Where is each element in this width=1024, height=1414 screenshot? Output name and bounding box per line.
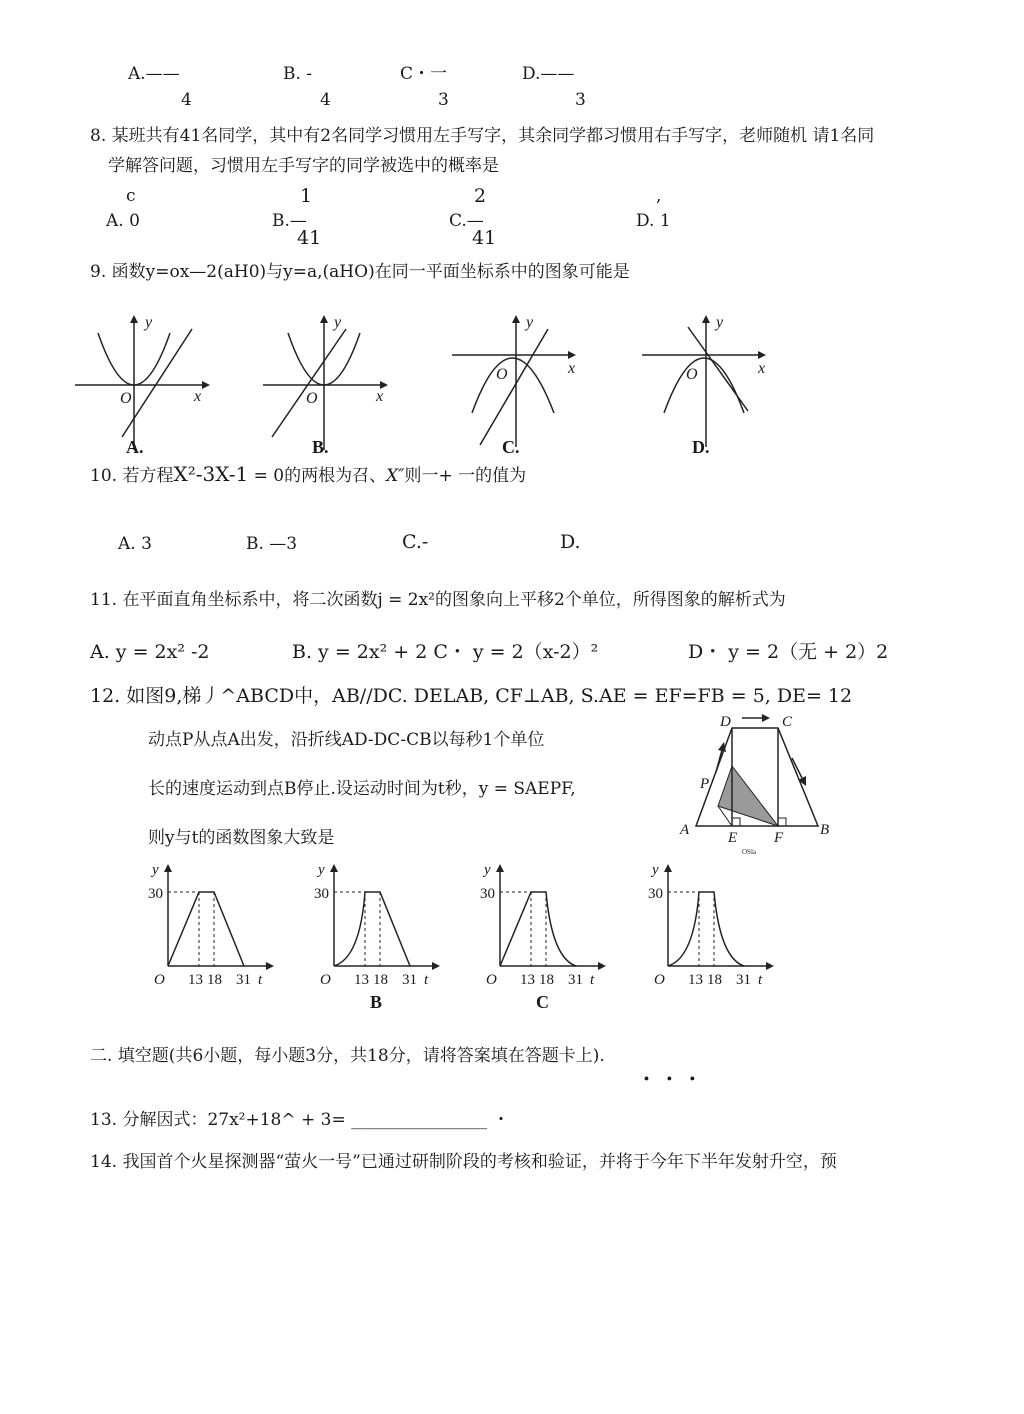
- q8-option-b: B.—: [272, 211, 307, 231]
- q9-graph-d: [640, 315, 790, 455]
- q7-option-c-denominator: 3: [438, 90, 449, 110]
- q12-graph-b: [314, 862, 444, 1012]
- q10-stem-b: X²-3X-1: [173, 462, 249, 486]
- q12-graph-a-18: 18: [207, 972, 222, 988]
- q12-graph-d: [648, 862, 778, 1012]
- q12-graph-d-30: 30: [648, 886, 663, 902]
- fig-label-a: A: [680, 822, 690, 838]
- q9-graph-d-label: D.: [692, 437, 710, 457]
- q12-graph-d-origin: O: [654, 972, 665, 988]
- q7-option-a: A.——: [128, 64, 180, 84]
- fig-label-f: F: [774, 830, 784, 846]
- q8-option-a: A. 0: [106, 211, 140, 231]
- q12-graph-a-origin: O: [154, 972, 165, 988]
- q12-graph-c-13: 13: [520, 972, 535, 988]
- fig-label-p: P: [700, 776, 710, 792]
- q9-graph-a-origin: O: [120, 390, 132, 407]
- q9-graph-a-label: A.: [126, 437, 144, 457]
- q12-graph-a-31: 31: [236, 972, 251, 988]
- q8-option-a-top: c: [126, 186, 136, 206]
- q12-graph-c-label: C: [536, 992, 549, 1012]
- q10-stem-a: 10. 若方程: [90, 466, 174, 486]
- q12-stem-line2: 动点P从点A出发，沿折线AD-DC-CB以每秒1个单位: [148, 730, 545, 750]
- q7-option-c: C・一: [400, 64, 448, 84]
- q7-option-b: B. -: [283, 64, 313, 84]
- q12-graph-c-30: 30: [480, 886, 495, 902]
- q8-stem-line1: 8. 某班共有41名同学，其中有2名同学习惯用左手写字，其余同学都习惯用右手写字，老师随机 请1名同: [90, 126, 875, 146]
- q12-trapezoid-figure: [676, 708, 846, 858]
- q12-graph-d-13: 13: [688, 972, 703, 988]
- q9-stem: 9. 函数y=ox—2(aH0)与y=a,(aHO)在同一平面坐标系中的图象可能是: [90, 262, 630, 282]
- q12-graph-d-31: 31: [736, 972, 751, 988]
- q9-graph-b: [258, 315, 398, 455]
- q10-stem-e: 则一+ 一的值为: [404, 466, 527, 486]
- q12-graph-b-30: 30: [314, 886, 329, 902]
- q9-graph-b-label: B.: [312, 437, 329, 457]
- q12-stem-line3: 长的速度运动到点B停止.设运动时间为t秒，y = SAEPF,: [148, 779, 576, 799]
- q12-graph-a: [148, 862, 278, 1012]
- q12-graph-b-18: 18: [373, 972, 388, 988]
- q10-option-d: D.: [560, 531, 581, 553]
- q9-graph-d-origin: O: [686, 366, 698, 383]
- q11-option-b-c: B. y = 2x² + 2 C・ y = 2（x-2）²: [292, 641, 599, 663]
- q10-option-c: C.-: [402, 531, 429, 553]
- q10-stem: [90, 464, 526, 486]
- q7-option-a-denominator: 4: [181, 90, 192, 110]
- q7-option-d-denominator: 3: [575, 90, 586, 110]
- q9-graph-c: [450, 315, 600, 455]
- q9-graph-a-x: x: [194, 388, 202, 405]
- q9-graph-b-y: y: [334, 314, 342, 331]
- q8-stem-line2: 学解答问题，习惯用左手写字的同学被选中的概率是: [108, 156, 499, 176]
- q12-graph-b-31: 31: [402, 972, 417, 988]
- fig-caption: OSla: [742, 848, 756, 856]
- q10-stem-d: X″: [386, 466, 405, 486]
- q8-option-b-denominator: 41: [297, 227, 322, 249]
- fig-label-d: D: [720, 714, 731, 730]
- q12-graph-b-origin: O: [320, 972, 331, 988]
- q8-option-c-denominator: 41: [472, 227, 497, 249]
- q12-graph-a-y: y: [152, 862, 159, 878]
- q12-graph-c: [480, 862, 610, 1012]
- q7-option-b-denominator: 4: [320, 90, 331, 110]
- q12-graph-c-t: t: [590, 972, 595, 988]
- q13-stem: 13. 分解因式：27x²+18^ + 3= ________________ ・: [90, 1110, 510, 1130]
- section2-emphasis-dots: ・ ・ ・: [638, 1070, 701, 1090]
- q9-graph-a-y: y: [145, 314, 153, 331]
- fig-label-c: C: [782, 714, 793, 730]
- q10-option-b: B. —3: [246, 534, 298, 554]
- q12-graph-d-18: 18: [707, 972, 722, 988]
- q7-option-d: D.——: [522, 64, 575, 84]
- q8-option-d-top: ,: [656, 186, 662, 206]
- q9-graph-d-x: x: [758, 360, 766, 377]
- fig-label-b: B: [820, 822, 830, 838]
- q9-graph-c-label: C.: [502, 437, 520, 457]
- q8-option-b-numerator: 1: [300, 185, 313, 207]
- q9-graph-b-x: x: [376, 388, 384, 405]
- q9-graph-a: [70, 315, 210, 455]
- q12-graph-c-31: 31: [568, 972, 583, 988]
- q8-option-d: D. 1: [636, 211, 671, 231]
- section2-title: 二. 填空题(共6小题，每小题3分，共18分，请将答案填在答题卡上).: [90, 1046, 605, 1066]
- q12-graph-c-y: y: [484, 862, 491, 878]
- q12-graph-b-13: 13: [354, 972, 369, 988]
- q14-stem: 14. 我国首个火星探测器“萤火一号”已通过研制阶段的考核和验证，并将于今年下半年发射升空，预: [90, 1152, 837, 1172]
- q9-graph-b-origin: O: [306, 390, 318, 407]
- q11-stem: 11. 在平面直角坐标系中，将二次函数j = 2x²的图象向上平移2个单位，所得图象的解析式为: [90, 590, 786, 610]
- q10-stem-c: = 0的两根为召、: [248, 466, 387, 486]
- q9-graph-c-y: y: [526, 314, 534, 331]
- q11-option-a: A. y = 2x² -2: [90, 641, 210, 663]
- q9-graph-c-origin: O: [496, 366, 508, 383]
- q12-graph-a-13: 13: [188, 972, 203, 988]
- q9-graph-c-x: x: [568, 360, 576, 377]
- q12-graph-d-y: y: [652, 862, 659, 878]
- q12-graph-b-y: y: [318, 862, 325, 878]
- q12-stem: 12. 如图9,梯丿^ABCD中，AB//DC. DELAB, CF⊥AB, S.AE = EF=FB = 5, DE= 12: [90, 685, 853, 707]
- q12-graph-c-18: 18: [539, 972, 554, 988]
- q12-graph-b-t: t: [424, 972, 429, 988]
- q10-option-a: A. 3: [118, 534, 152, 554]
- q8-option-c: C.—: [449, 211, 484, 231]
- q12-graph-c-origin: O: [486, 972, 497, 988]
- fig-label-e: E: [728, 830, 738, 846]
- q12-graph-a-t: t: [258, 972, 263, 988]
- q12-graph-b-label: B: [370, 992, 383, 1012]
- q12-graph-a-30: 30: [148, 886, 163, 902]
- q8-option-c-numerator: 2: [474, 185, 487, 207]
- q11-option-d: D・ y = 2（无 + 2）2: [688, 641, 889, 663]
- q12-graph-d-t: t: [758, 972, 763, 988]
- q12-stem-line4: 则y与t的函数图象大致是: [148, 828, 335, 848]
- q9-graph-d-y: y: [716, 314, 724, 331]
